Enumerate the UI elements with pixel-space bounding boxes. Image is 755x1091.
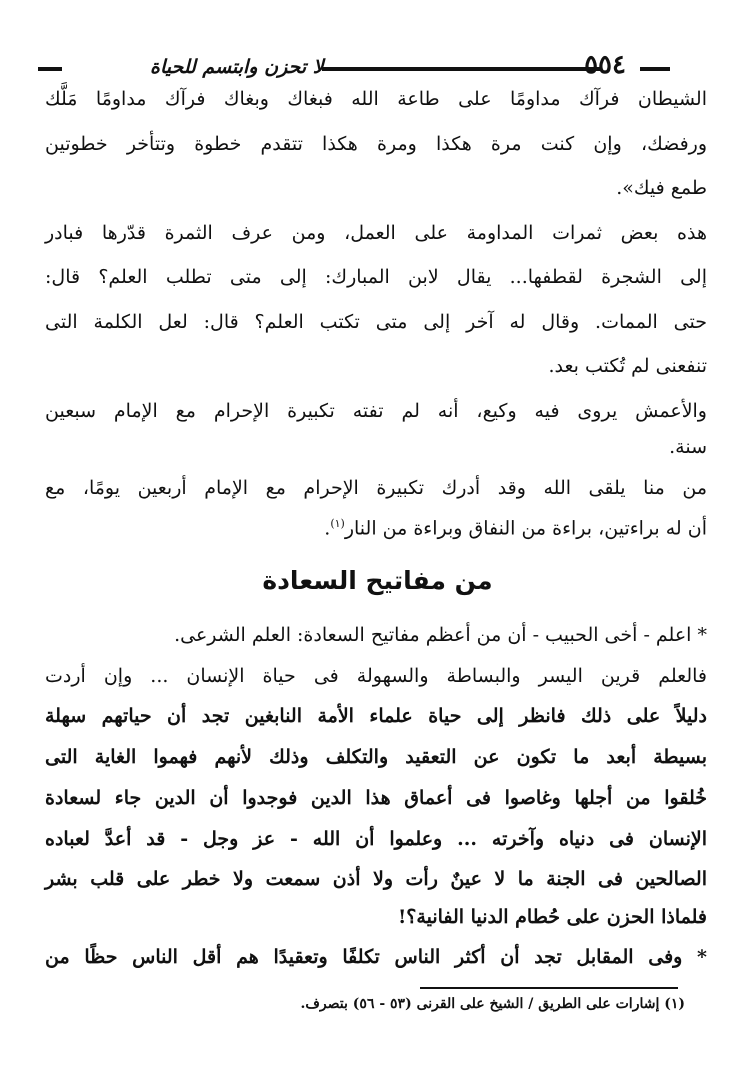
- header-rule-right: [640, 67, 670, 71]
- paragraph-line: ورفضك، وإن كنت مرة هكذا ومرة هكذا تتقدم خطوة وتتأخر خطوتين: [45, 133, 707, 155]
- paragraph-line: طمع فيك».: [616, 177, 707, 199]
- running-title: لا تحزن وابتسم للحياة: [150, 56, 324, 78]
- page-number: ٥٥٤: [584, 50, 626, 80]
- paragraph-line: * وفى المقابل تجد أن أكثر الناس تكلفًا وتعقيدًا هم أقل الناس حظًا من: [45, 946, 707, 968]
- paragraph-line: من منا يلقى الله وقد أدرك تكبيرة الإحرام مع الإمام أربعين يومًا، مع: [45, 477, 707, 499]
- paragraph-line: [45, 511, 707, 541]
- paragraph-text: أن له براءتين، براءة من النفاق وبراءة من النار: [344, 517, 707, 540]
- paragraph-line: الشيطان فرآك مداومًا على طاعة الله فبغاك وبغاك فرآك مداومًا مَلَّك: [45, 88, 707, 110]
- paragraph-line: دليلاً على ذلك فانظر إلى حياة علماء الأمة النابغين تجد أن حياتهم سهلة: [45, 705, 707, 727]
- footnote-separator: [420, 987, 678, 989]
- paragraph-line: تنفعنى لم تُكتب بعد.: [548, 355, 707, 377]
- header-rule-middle: [322, 67, 602, 71]
- page-header: [30, 50, 670, 90]
- paragraph-line: والأعمش يروى فيه وكيع، أنه لم تفته تكبيرة الإحرام مع الإمام سبعين: [45, 400, 707, 422]
- paragraph-line: فالعلم قرين اليسر والبساطة والسهولة فى حياة الإنسان ... وإن أردت: [45, 665, 707, 687]
- paragraph-line: الإنسان فى دنياه وآخرته ... وعلموا أن الله - عز وجل - قد أعدَّ لعباده: [45, 828, 707, 850]
- paragraph-line: خُلقوا من أجلها وغاصوا فى أعماق هذا الدين فوجدوا أن الدين جاء لسعادة: [45, 787, 707, 809]
- paragraph-line: بسيطة أبعد ما تكون عن التعقيد والتكلف وذلك لأنهم فهموا الغاية التى: [45, 746, 707, 768]
- paragraph-line: هذه بعض ثمرات المداومة على العمل، ومن عرف الثمرة قدّرها فبادر: [45, 222, 707, 244]
- paragraph-line: * اعلم - أخى الحبيب - أن من أعظم مفاتيح السعادة: العلم الشرعى.: [174, 624, 707, 646]
- paragraph-end: .: [324, 517, 331, 540]
- paragraph-line: سنة.: [669, 436, 707, 458]
- paragraph-line: فلماذا الحزن على حُطام الدنيا الفانية؟!: [397, 906, 707, 928]
- footnote-marker: (١): [330, 517, 345, 530]
- paragraph-line: حتى الممات. وقال له آخر إلى متى تكتب العلم؟ قال: لعل الكلمة التى: [45, 311, 707, 333]
- paragraph-line: الصالحين فى الجنة ما لا عينٌ رأت ولا أذن سمعت ولا خطر على قلب بشر: [45, 868, 707, 890]
- footnote: (١) إشارات على الطريق / الشيخ على القرنى (٥٣ - ٥٦) بتصرف.: [300, 996, 685, 1012]
- section-heading: من مفاتيح السعادة: [262, 566, 493, 595]
- header-rule-left: [38, 67, 62, 71]
- paragraph-line: إلى الشجرة لقطفها... يقال لابن المبارك: إلى متى تطلب العلم؟ قال:: [45, 266, 707, 288]
